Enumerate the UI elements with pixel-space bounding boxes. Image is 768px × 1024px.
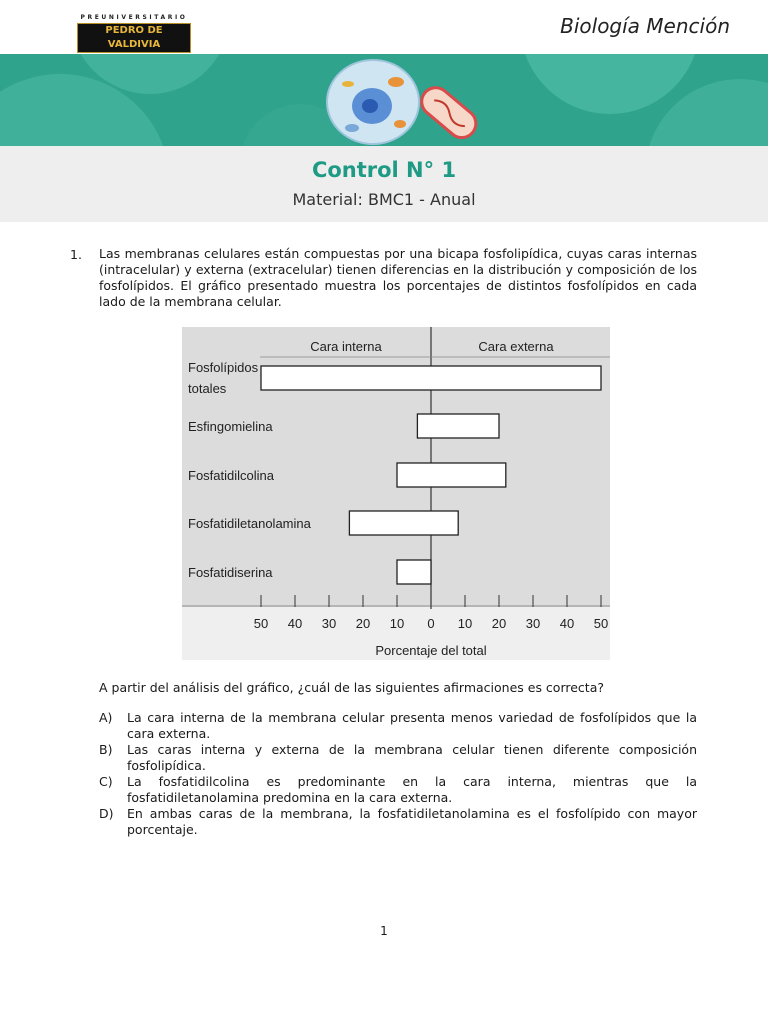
chart-svg <box>182 327 610 660</box>
option-text: La fosfatidilcolina es predominante en la cara interna, mientras que la fosfatidiletanolamina predomina en la cara externa. <box>127 774 697 805</box>
chart-tick-label: 20 <box>491 616 507 631</box>
chart-category-label: Fosfatidilcolina <box>188 468 274 483</box>
bacterium-illustration-icon <box>416 82 481 143</box>
chart-category-label: Fosfatidiletanolamina <box>188 516 311 531</box>
chart-tick-label: 10 <box>389 616 405 631</box>
logo-main-text: PEDRO DE VALDIVIA <box>77 23 191 53</box>
option-letter: A) <box>99 710 113 725</box>
page-subtitle: Material: BMC1 - Anual <box>292 190 476 209</box>
chart-category-label: Fosfatidiserina <box>188 565 273 580</box>
question-number: 1. <box>70 247 82 262</box>
chart-tick-label: 20 <box>355 616 371 631</box>
chart-bar <box>417 414 499 438</box>
option-c[interactable] <box>99 774 697 806</box>
chart-bar <box>397 560 431 584</box>
option-letter: B) <box>99 742 113 757</box>
logo <box>77 14 191 53</box>
answer-options <box>99 710 697 838</box>
chart-side-label-external: Cara externa <box>478 339 554 354</box>
chart-tick-label: 30 <box>525 616 541 631</box>
option-a[interactable] <box>99 710 697 742</box>
phospholipid-chart <box>182 327 610 660</box>
chart-tick-label: 0 <box>427 616 435 631</box>
option-text: En ambas caras de la membrana, la fosfatidiletanolamina es el fosfolípido con mayor porcentaje. <box>127 806 697 837</box>
chart-bar <box>349 511 458 535</box>
chart-tick-label: 50 <box>253 616 269 631</box>
logo-top-text: PREUNIVERSITARIO <box>80 14 188 21</box>
chart-category-label: totales <box>188 381 227 396</box>
page-title: Control N° 1 <box>311 158 457 182</box>
chart-bar <box>261 366 601 390</box>
option-b[interactable] <box>99 742 697 774</box>
question-text: Las membranas celulares están compuestas por una bicapa fosfolipídica, cuyas caras internas (intracelular) y externa (extracelular) tienen diferencias en la distribución y composición de los fosfolípidos. El gráfico presentado muestra los porcentajes de distintos fosfolípidos en cada lado de la membrana celular. <box>99 246 697 309</box>
chart-category-label: Fosfolípidos <box>188 360 259 375</box>
page-number: 1 <box>380 924 388 938</box>
option-letter: C) <box>99 774 113 789</box>
banner-artwork <box>0 54 768 146</box>
option-text: La cara interna de la membrana celular presenta menos variedad de fosfolípidos que la cara externa. <box>127 710 697 741</box>
question-prompt: A partir del análisis del gráfico, ¿cuál de las siguientes afirmaciones es correcta? <box>99 680 604 695</box>
chart-x-axis-label: Porcentaje del total <box>375 643 487 658</box>
option-letter: D) <box>99 806 114 821</box>
option-d[interactable] <box>99 806 697 838</box>
chart-tick-label: 40 <box>287 616 303 631</box>
title-box <box>0 146 768 222</box>
option-text: Las caras interna y externa de la membrana celular tienen diferente composición fosfolipídica. <box>127 742 697 773</box>
chart-bar <box>397 463 506 487</box>
chart-tick-label: 30 <box>321 616 337 631</box>
cell-illustration-icon <box>327 60 419 144</box>
chart-side-label-internal: Cara interna <box>310 339 382 354</box>
chart-tick-label: 10 <box>457 616 473 631</box>
chart-category-label: Esfingomielina <box>188 419 273 434</box>
decorative-banner <box>0 54 768 146</box>
subject-title: Biología Mención <box>560 14 730 38</box>
chart-tick-label: 50 <box>593 616 609 631</box>
chart-tick-label: 40 <box>559 616 575 631</box>
